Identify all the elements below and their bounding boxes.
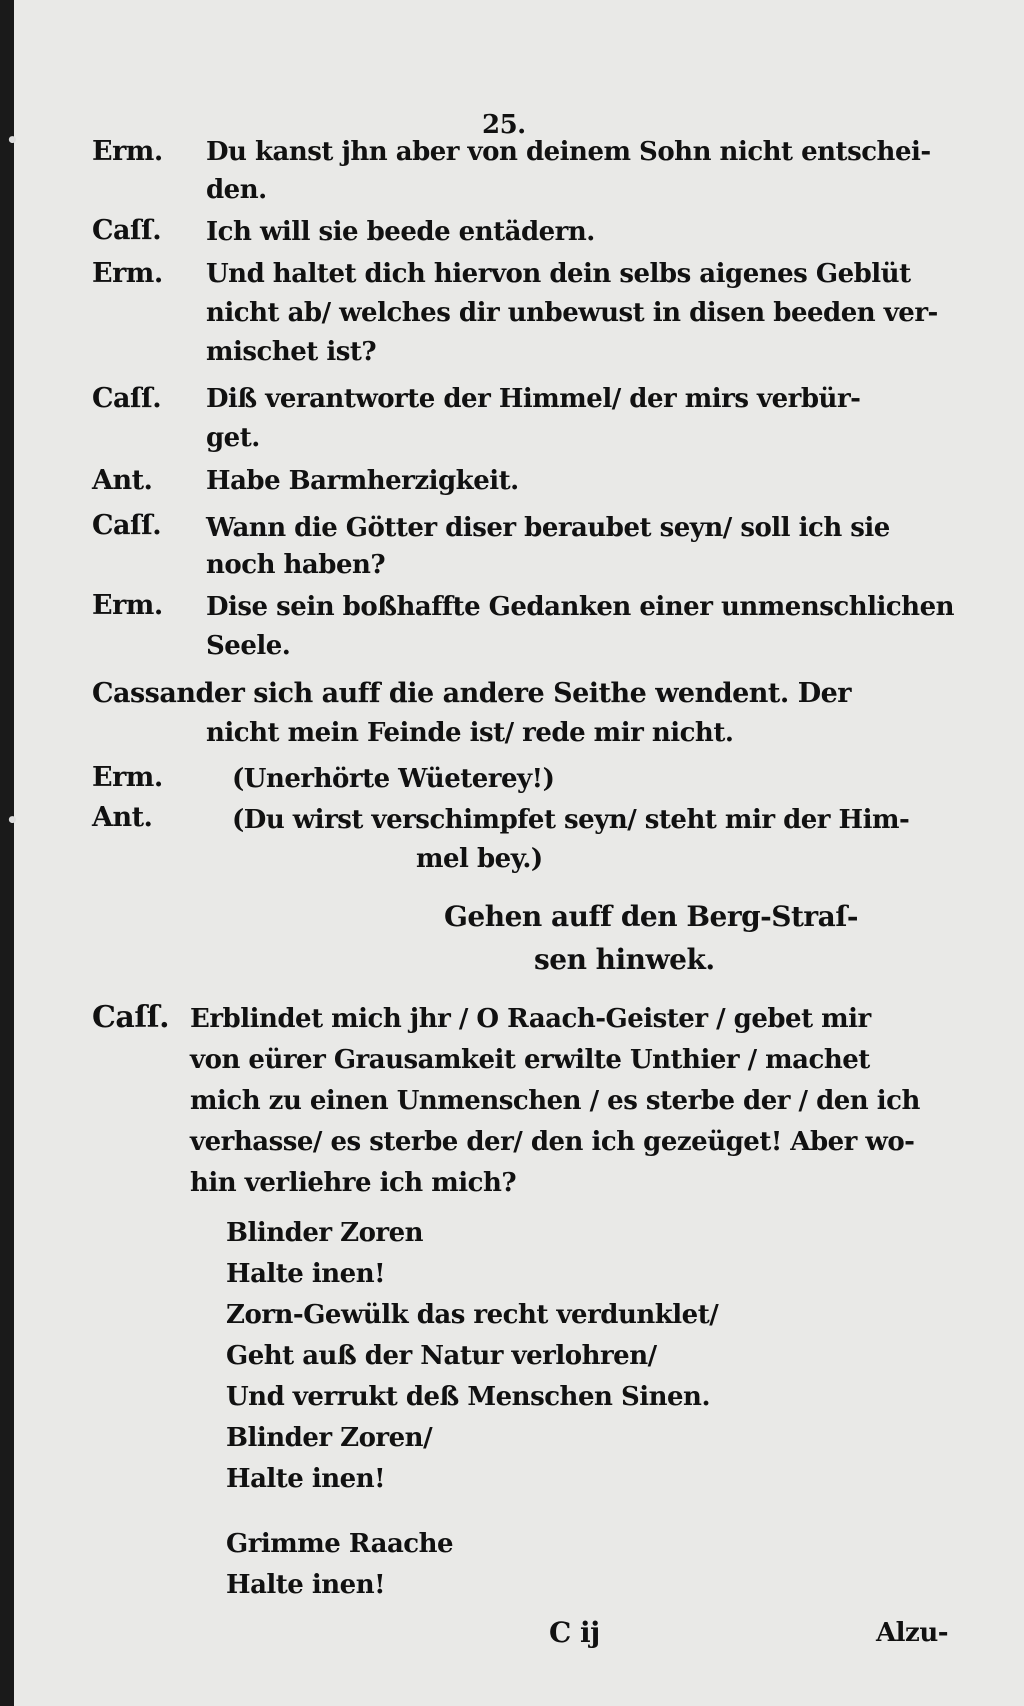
stage-direction-line: Gehen auff den Berg-Straſ- — [444, 900, 858, 933]
speech-line: (Du wirst verschimpfet seyn/ steht mir der Him- — [232, 805, 910, 835]
speech-line: mischet ist? — [206, 337, 377, 367]
speaker-label: Caſſ. — [92, 215, 162, 246]
verse-line: Blinder Zoren/ — [226, 1423, 433, 1453]
speaker-label: Erm. — [92, 258, 163, 289]
stage-direction-line: sen hinwek. — [534, 943, 715, 976]
speaker-label: Ant. — [92, 802, 153, 833]
margin-mark: • — [6, 808, 19, 832]
verse-line: Grimme Raache — [226, 1529, 454, 1559]
verse-line: Und verrukt deß Menschen Sinen. — [226, 1382, 711, 1412]
verse-line: Halte inen! — [226, 1464, 386, 1494]
speaker-label: Ant. — [92, 465, 153, 496]
speech-line: Und haltet dich hiervon dein selbs aigenes Geblüt — [206, 259, 911, 289]
speech-line: noch haben? — [206, 550, 386, 580]
verse-line: Geht auß der Natur verlohren/ — [226, 1341, 657, 1371]
catchword: Alzu- — [876, 1618, 949, 1648]
speech-line: Ich will sie beede entädern. — [206, 217, 595, 247]
monologue-line: verhasse/ es sterbe der/ den ich gezeüget! Aber wo- — [190, 1127, 915, 1157]
speaker-label: Erm. — [92, 762, 163, 793]
verse-line: Halte inen! — [226, 1570, 386, 1600]
book-page — [14, 0, 1024, 1706]
speech-line: Habe Barmherzigkeit. — [206, 466, 519, 496]
signature-mark: C ij — [549, 1616, 600, 1649]
speaker-label: Erm. — [92, 590, 163, 621]
speech-line: Dise sein boßhaffte Gedanken einer unmenschlichen — [206, 592, 955, 622]
speech-line: get. — [206, 423, 260, 453]
monologue-line: mich zu einen Unmenschen / es sterbe der / den ich — [190, 1086, 920, 1116]
margin-mark: • — [6, 128, 19, 152]
speech-line: den. — [206, 175, 267, 205]
speech-line: nicht mein Feinde ist/ rede mir nicht. — [206, 718, 734, 748]
monologue-line: von eürer Grausamkeit erwilte Unthier / machet — [190, 1045, 870, 1075]
speech-line: Du kanst jhn aber von deinem Sohn nicht entschei- — [206, 137, 931, 167]
verse-line: Blinder Zoren — [226, 1218, 424, 1248]
speech-line: mel bey.) — [416, 844, 543, 874]
speech-line: Wann die Götter diser beraubet seyn/ soll ich sie — [206, 513, 890, 543]
speaker-label: Caſſ. — [92, 383, 162, 414]
speaker-label: Erm. — [92, 136, 163, 167]
speaker-label: Caſſ. — [92, 1000, 170, 1035]
speech-line: (Unerhörte Wüeterey!) — [232, 764, 555, 794]
verse-line: Halte inen! — [226, 1259, 386, 1289]
stage-direction-line: Cassander sich auff die andere Seithe wendent. Der — [92, 678, 852, 709]
speech-line: Seele. — [206, 631, 291, 661]
monologue-line: Erblindet mich jhr / O Raach-Geister / gebet mir — [190, 1004, 871, 1034]
verse-line: Zorn-Gewülk das recht verdunklet/ — [226, 1300, 719, 1330]
monologue-line: hin verliehre ich mich? — [190, 1168, 517, 1198]
speech-line: Diß verantworte der Himmel/ der mirs verbür- — [206, 384, 861, 414]
page-number: 25. — [482, 110, 526, 140]
speech-line: nicht ab/ welches dir unbewust in disen beeden ver- — [206, 298, 938, 328]
speaker-label: Caſſ. — [92, 510, 162, 541]
